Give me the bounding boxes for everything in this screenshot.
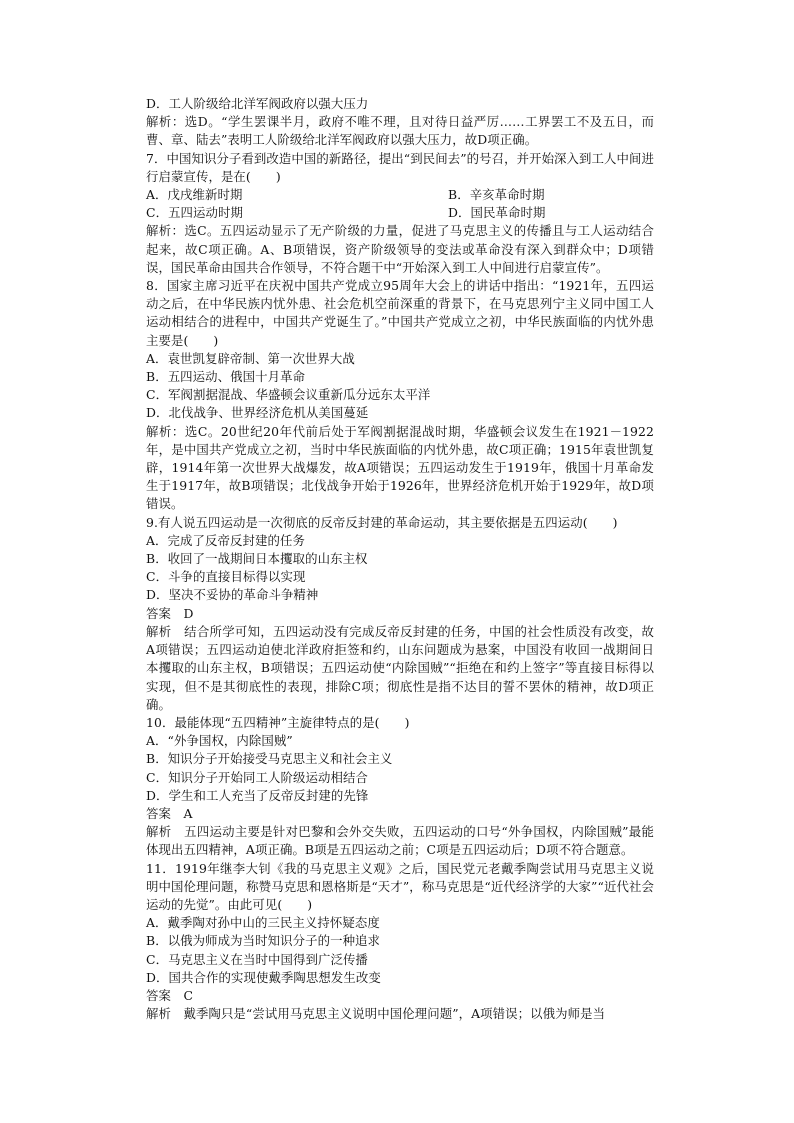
analysis-q6: 解析：选D。“学生罢课半月，政府不唯不理，且对待日益严厉……工界罢工不及五日，而曹、章、陆去”表明工人阶级给北洋军阀政府以强大压力，故D项正确。 <box>146 114 654 148</box>
option-c-q7: C．五四运动时期 <box>146 205 244 221</box>
option-d-q6: D．工人阶级给北洋军阀政府以强大压力 <box>146 96 369 111</box>
analysis-q7: 解析：选C。五四运动显示了无产阶级的力量，促进了马克思主义的传播且与工人运动结合起来，故C项正确。A、B项错误，资产阶级领导的变法或革命没有深入到群众中；D项错误，国民革命由国共合作领导，不符合题干中“开始深入到工人中间进行启蒙宣传”。 <box>146 223 654 275</box>
analysis-q10: 解析 五四运动主要是针对巴黎和会外交失败，五四运动的口号“外争国权，内除国贼”最能体现出五四精神，A项正确。B项是五四运动之前；C项是五四运动后；D项不符合题意。 <box>146 824 654 858</box>
option-c-q11: C．马克思主义在当时中国得到广泛传播 <box>146 951 368 967</box>
option-b-q8: B．五四运动、俄国十月革命 <box>146 369 306 385</box>
option-c-q8: C．军阀割据混战、华盛顿会议重新瓜分远东太平洋 <box>146 387 431 403</box>
option-a-q11: A．戴季陶对孙中山的三民主义持怀疑态度 <box>146 915 380 931</box>
analysis-q9: 解析 结合所学可知，五四运动没有完成反帝反封建的任务，中国的社会性质没有改变，故A项错误；五四运动迫使北洋政府拒签和约，山东问题成为悬案，中国没有收回一战期间日本攫取的山东主权，B项错误；五四运动使“内除国贼”“拒绝在和约上签字”等直接目标得以实现，但不是其彻底性的表现，排除C项；彻底性是指不达目的誓不罢休的精神，故D项正确。 <box>146 623 654 712</box>
question-8: 8．国家主席习近平在庆祝中国共产党成立95周年大会上的讲话中指出：“1921年，五四运动之后，在中华民族内忧外患、社会危机空前深重的背景下，在马克思列宁主义同中国工人运动相结合的进程中，中国共产党诞生了。”中国共产党成立之初，中华民族面临的内忧外患主要是( ) <box>146 278 654 348</box>
document-body <box>146 95 654 1023</box>
option-c-q10: C．知识分子开始同工人阶级运动相结合 <box>146 769 368 785</box>
analysis-q8: 解析：选C。20世纪20年代前后处于军阀割据混战时期，华盛顿会议发生在1921－1922年，是中国共产党成立之初，当时中华民族面临的内忧外患，故C项正确；1915年袁世凯复辟，1914年第一次世界大战爆发，故A项错误；五四运动发生于1919年，俄国十月革命发生于1917年，故B项错误；北伐战争开始于1926年，世界经济危机开始于1929年，故D项错误。 <box>146 423 654 512</box>
option-a-q10: A．“外争国权，内除国贼” <box>146 733 293 749</box>
option-b-q11: B．以俄为师成为当时知识分子的一种追求 <box>146 933 381 949</box>
option-c-q9: C．斗争的直接目标得以实现 <box>146 569 306 585</box>
question-9: 9.有人说五四运动是一次彻底的反帝反封建的革命运动，其主要依据是五四运动( ) <box>146 514 618 530</box>
option-a-q8: A．袁世凯复辟帝制、第一次世界大战 <box>146 350 355 366</box>
option-b-q9: B．收回了一战期间日本攫取的山东主权 <box>146 551 368 567</box>
option-d-q11: D．国共合作的实现使戴季陶思想发生改变 <box>146 969 381 985</box>
options-row-ab-q7 <box>146 186 654 204</box>
option-b-q10: B．知识分子开始接受马克思主义和社会主义 <box>146 751 393 767</box>
option-a-q9: A．完成了反帝反封建的任务 <box>146 532 305 548</box>
analysis-q11: 解析 戴季陶只是“尝试用马克思主义说明中国伦理问题”，A项错误；以俄为师是当 <box>146 1006 606 1022</box>
options-row-cd-q7 <box>146 204 654 222</box>
answer-q10: 答案 A <box>146 805 193 821</box>
answer-q11: 答案 C <box>146 987 194 1003</box>
answer-q9: 答案 D <box>146 605 194 621</box>
question-10: 10．最能体现“五四精神”主旋律特点的是( ) <box>146 714 410 730</box>
question-11: 11．1919年继李大钊《我的马克思主义观》之后，国民党元老戴季陶尝试用马克思主义说明中国伦理问题，称赞马克思和恩格斯是“天才”，称马克思是“近代经济学的大家”“近代社会运动的先觉”。由此可见( ) <box>146 860 654 912</box>
option-d-q7: D．国民革命时期 <box>448 205 546 221</box>
option-b-q7: B．辛亥革命时期 <box>448 187 545 203</box>
option-d-q9: D．坚决不妥协的革命斗争精神 <box>146 587 319 603</box>
option-d-q10: D．学生和工人充当了反帝反封建的先锋 <box>146 787 369 803</box>
option-a-q7: A．戊戌维新时期 <box>146 187 243 203</box>
option-d-q8: D．北伐战争、世界经济危机从美国蔓延 <box>146 405 369 421</box>
question-7: 7．中国知识分子看到改造中国的新路径，提出“到民间去”的号召，并开始深入到工人中间进行启蒙宣传，是在( ) <box>146 150 654 184</box>
